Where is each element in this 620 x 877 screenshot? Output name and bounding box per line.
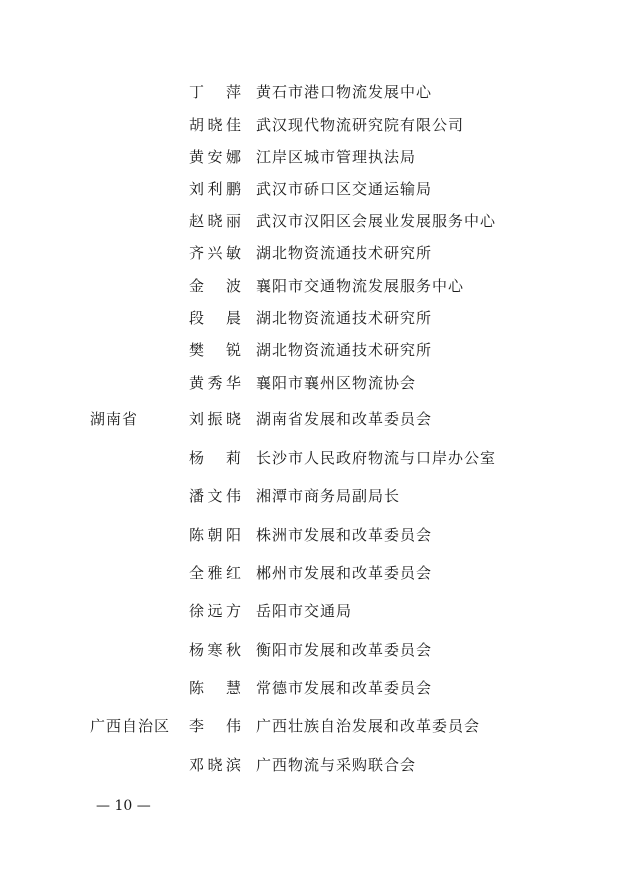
person-name: 赵晓丽: [189, 212, 241, 230]
organization-name: 武汉市硚口区交通运输局: [256, 180, 433, 198]
person-name: 陈朝阳: [189, 526, 241, 544]
organization-name: 湖北物资流通技术研究所: [256, 244, 433, 262]
person-name: 邓晓滨: [189, 756, 241, 774]
organization-name: 武汉市汉阳区会展业发展服务中心: [256, 212, 497, 230]
person-name: 黄安娜: [189, 148, 241, 166]
person-name: 李 伟: [189, 717, 241, 735]
person-name: 陈 慧: [189, 679, 241, 697]
person-name: 杨寒秋: [189, 641, 241, 659]
organization-name: 衡阳市发展和改革委员会: [256, 641, 433, 659]
organization-name: 襄阳市襄州区物流协会: [256, 374, 417, 392]
person-name: 段 晨: [189, 309, 241, 327]
organization-name: 黄石市港口物流发展中心: [256, 83, 433, 101]
person-name: 金 波: [189, 277, 241, 295]
organization-name: 长沙市人民政府物流与口岸办公室: [256, 449, 497, 467]
organization-name: 广西壮族自治发展和改革委员会: [256, 717, 481, 735]
organization-name: 株洲市发展和改革委员会: [256, 526, 433, 544]
person-name: 黄秀华: [189, 374, 241, 392]
province-label: 湖南省: [90, 410, 139, 428]
person-name: 杨 莉: [189, 449, 241, 467]
person-name: 齐兴敏: [189, 244, 241, 262]
organization-name: 岳阳市交通局: [256, 602, 353, 620]
person-name: 丁 萍: [189, 83, 241, 101]
organization-name: 湘潭市商务局副局长: [256, 487, 401, 505]
person-name: 全雅红: [189, 564, 241, 582]
organization-name: 江岸区城市管理执法局: [256, 148, 417, 166]
person-name: 潘文伟: [189, 487, 241, 505]
organization-name: 郴州市发展和改革委员会: [256, 564, 433, 582]
organization-name: 湖北物资流通技术研究所: [256, 309, 433, 327]
province-label: 广西自治区: [90, 717, 171, 735]
organization-name: 武汉现代物流研究院有限公司: [256, 116, 465, 134]
page-number: — 10 —: [96, 798, 151, 814]
person-name: 徐远方: [189, 602, 241, 620]
organization-name: 湖南省发展和改革委员会: [256, 410, 433, 428]
person-name: 胡晓佳: [189, 116, 241, 134]
organization-name: 广西物流与采购联合会: [256, 756, 417, 774]
person-name: 刘利鹏: [189, 180, 241, 198]
person-name: 刘振晓: [189, 410, 241, 428]
organization-name: 襄阳市交通物流发展服务中心: [256, 277, 465, 295]
person-name: 樊 锐: [189, 341, 241, 359]
organization-name: 常德市发展和改革委员会: [256, 679, 433, 697]
organization-name: 湖北物资流通技术研究所: [256, 341, 433, 359]
